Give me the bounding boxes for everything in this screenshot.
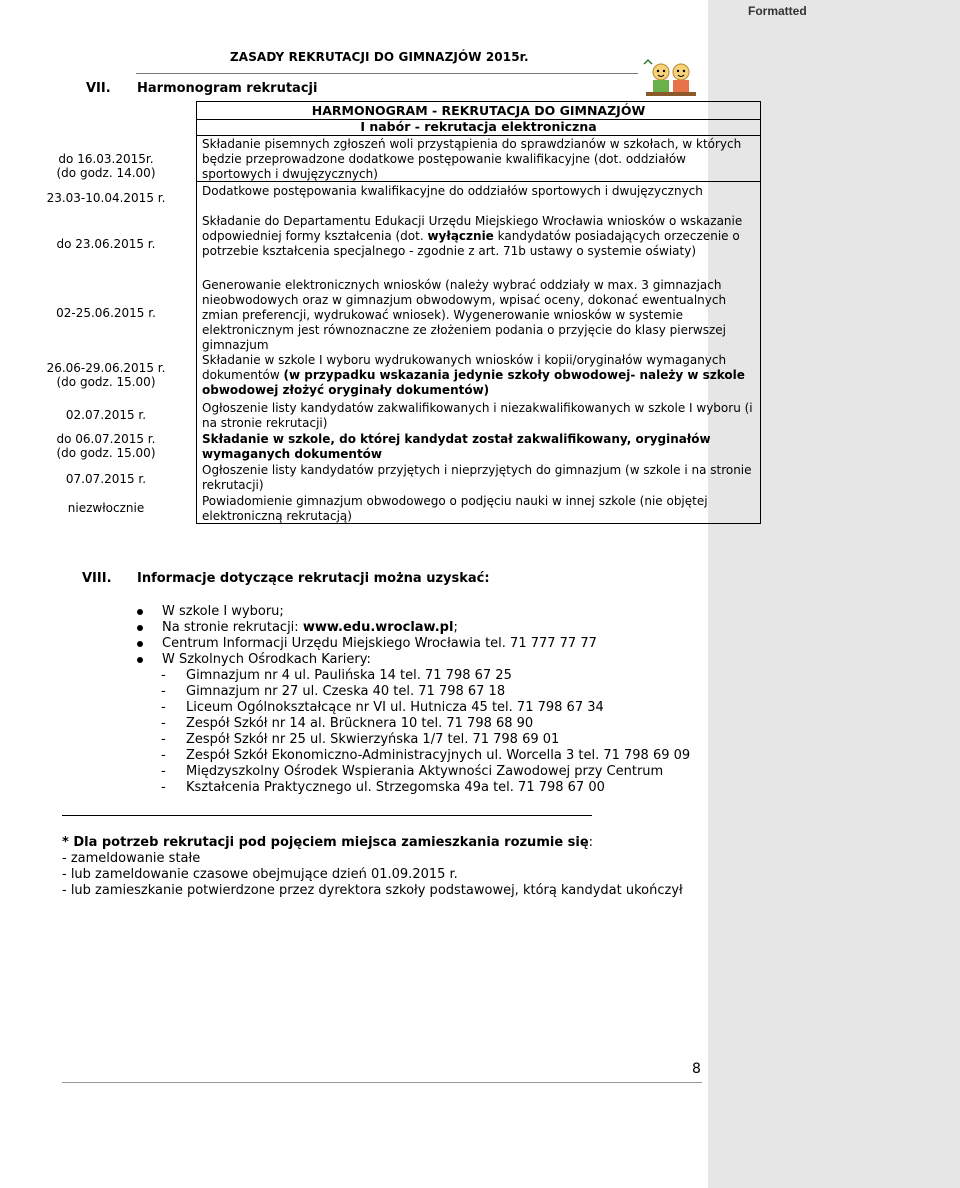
date-text: do 16.03.2015r.	[58, 152, 154, 166]
table-row	[202, 214, 757, 259]
date-text: (do godz. 14.00)	[56, 166, 156, 180]
website-link[interactable]: www.edu.wroclaw.pl	[302, 620, 454, 635]
table-row	[202, 353, 757, 398]
date-cell-4	[40, 306, 172, 320]
career-center-item: - Zespół Szkół Ekonomiczno-Administracyjnych ul. Worcella 3 tel. 71 798 69 09	[186, 748, 690, 764]
table-row: Składanie pisemnych zgłoszeń woli przystąpienia do sprawdzianów w szkołach, w których będzie przeprowadzone dodatkowe postępowanie kwalifikacyjne (dot. oddziałów sportowych i dwujęzycznych)	[202, 137, 742, 181]
footnote-separator	[62, 815, 592, 816]
footnote-line: - zameldowanie stałe	[62, 851, 201, 866]
schedule-table	[196, 101, 761, 524]
row-text: Składanie do Departamentu Edukacji Urzędu Miejskiego Wrocławia wniosków o wskazanie odpowiedniej formy kształcenia (dot.	[202, 214, 743, 243]
table-row: Składanie w szkole, do której kandydat został zakwalifikowany, oryginałów wymaganych dokumentów	[202, 432, 711, 461]
section-7-number: VII.	[86, 81, 111, 96]
page-number: 8	[692, 1061, 701, 1077]
date-cell-2	[40, 191, 172, 205]
career-center-item: - Zespół Szkół nr 25 ul. Skwierzyńska 1/7 tel. 71 798 69 01	[186, 732, 559, 748]
section-8-number: VIII.	[82, 571, 112, 586]
row-bold-text: (w przypadku wskazania jedynie szkoły obwodowej- należy w szkole obwodowej złożyć oryginały dokumentów)	[202, 368, 745, 397]
row-divider	[197, 181, 760, 182]
list-item: Centrum Informacji Urzędu Miejskiego Wrocławia tel. 71 777 77 77	[162, 636, 597, 651]
career-center-item: - Międzyszkolny Ośrodek Wspierania Aktywności Zawodowej przy Centrum	[186, 764, 663, 780]
row-text: kandydatów posiadających orzeczenie o potrzebie kształcenia specjalnego - zgodnie z art. 71b ustawy o systemie oświaty)	[202, 229, 740, 258]
date-cell-5	[40, 361, 172, 389]
footnote-title	[62, 835, 593, 851]
list-item	[162, 620, 458, 636]
date-text: do 23.06.2015 r.	[56, 237, 156, 251]
section-8-title: Informacje dotyczące rekrutacji można uzyskać:	[137, 571, 490, 586]
career-center-item: - Liceum Ogólnokształcące nr VI ul. Hutnicza 45 tel. 71 798 67 34	[186, 700, 604, 716]
list-item-text: Na stronie rekrutacji:	[162, 620, 303, 635]
table-header: HARMONOGRAM - REKRUTACJA DO GIMNAZJÓW	[197, 102, 760, 120]
date-text: (do godz. 15.00)	[56, 375, 156, 389]
table-subheader: I nabór - rekrutacja elektroniczna	[197, 119, 760, 136]
page-footer-line	[62, 1082, 702, 1083]
date-text: 02-25.06.2015 r.	[56, 306, 156, 320]
date-text: niezwłocznie	[67, 501, 145, 515]
career-center-item: - Gimnazjum nr 4 ul. Paulińska 14 tel. 71 798 67 25	[186, 668, 512, 684]
career-center-item: - Gimnazjum nr 27 ul. Czeska 40 tel. 71 798 67 18	[186, 684, 505, 700]
page-header-title: ZASADY REKRUTACJI DO GIMNAZJÓW 2015r.	[230, 50, 529, 64]
list-item-text: ;	[453, 620, 458, 635]
date-cell-1	[40, 152, 172, 180]
table-row: Ogłoszenie listy kandydatów zakwalifikowanych i niezakwalifikowanych w szkole I wyboru (i na stronie rekrutacji)	[202, 401, 753, 430]
date-text: do 06.07.2015 r.	[56, 432, 156, 446]
career-center-item: - Zespół Szkół nr 14 al. Brücknera 10 tel. 71 798 68 90	[186, 716, 533, 732]
list-item: W szkole I wyboru;	[162, 604, 284, 619]
list-item: W Szkolnych Ośrodkach Kariery:	[162, 652, 371, 667]
date-cell-8	[40, 472, 172, 486]
footnote-line: - lub zamieszkanie potwierdzone przez dyrektora szkoły podstawowej, którą kandydat ukończył	[62, 883, 683, 898]
table-row: Dodatkowe postępowania kwalifikacyjne do oddziałów sportowych i dwujęzycznych	[202, 184, 703, 198]
footnote-title-text: * Dla potrzeb rekrutacji pod pojęciem miejsca zamieszkania rozumie się	[62, 835, 589, 850]
footnote-colon: :	[588, 835, 594, 850]
list-item-text: Kształcenia Praktycznego ul. Strzegomska 49a tel. 71 798 67 00	[186, 780, 605, 795]
date-cell-3	[40, 237, 172, 251]
date-cell-9	[40, 501, 172, 515]
footnote-line: - lub zameldowanie czasowe obejmujące dzień 01.09.2015 r.	[62, 867, 458, 882]
children-logo-icon	[638, 56, 704, 102]
section-7-title: Harmonogram rekrutacji	[137, 81, 318, 96]
date-cell-7	[40, 432, 172, 460]
table-row: Ogłoszenie listy kandydatów przyjętych i nieprzyjętych do gimnazjum (w szkole i na stronie rekrutacji)	[202, 463, 752, 492]
row-bold-text: wyłącznie	[427, 229, 494, 243]
date-text: 23.03-10.04.2015 r.	[46, 191, 166, 205]
header-divider	[136, 73, 638, 74]
date-text: 07.07.2015 r.	[65, 472, 147, 486]
date-text: 02.07.2015 r.	[65, 408, 147, 422]
comment-label: Formatted	[748, 4, 807, 18]
table-row: Powiadomienie gimnazjum obwodowego o podjęciu nauki w innej szkole (nie objętej elektroniczną rekrutacją)	[202, 494, 708, 523]
date-cell-6	[40, 408, 172, 422]
date-text: (do godz. 15.00)	[56, 446, 156, 460]
table-row: Generowanie elektronicznych wniosków (należy wybrać oddziały w max. 3 gimnazjach nieobwodowych oraz w gimnazjum obwodowym, wpisać oceny, dokonać ewentualnych zmian preferencji, wydrukować wniosek). Wygenerowanie wniosków w systemie elektronicznym jest równoznaczne ze złożeniem podania o przyjęcie do klasy pierwszej gimnazjum	[202, 278, 727, 352]
date-text: 26.06-29.06.2015 r.	[46, 361, 166, 375]
row-text: Składanie w szkole I wyboru wydrukowanych wniosków i kopii/oryginałów wymaganych dokumentów	[202, 353, 727, 382]
career-center-item-continued	[186, 780, 605, 796]
